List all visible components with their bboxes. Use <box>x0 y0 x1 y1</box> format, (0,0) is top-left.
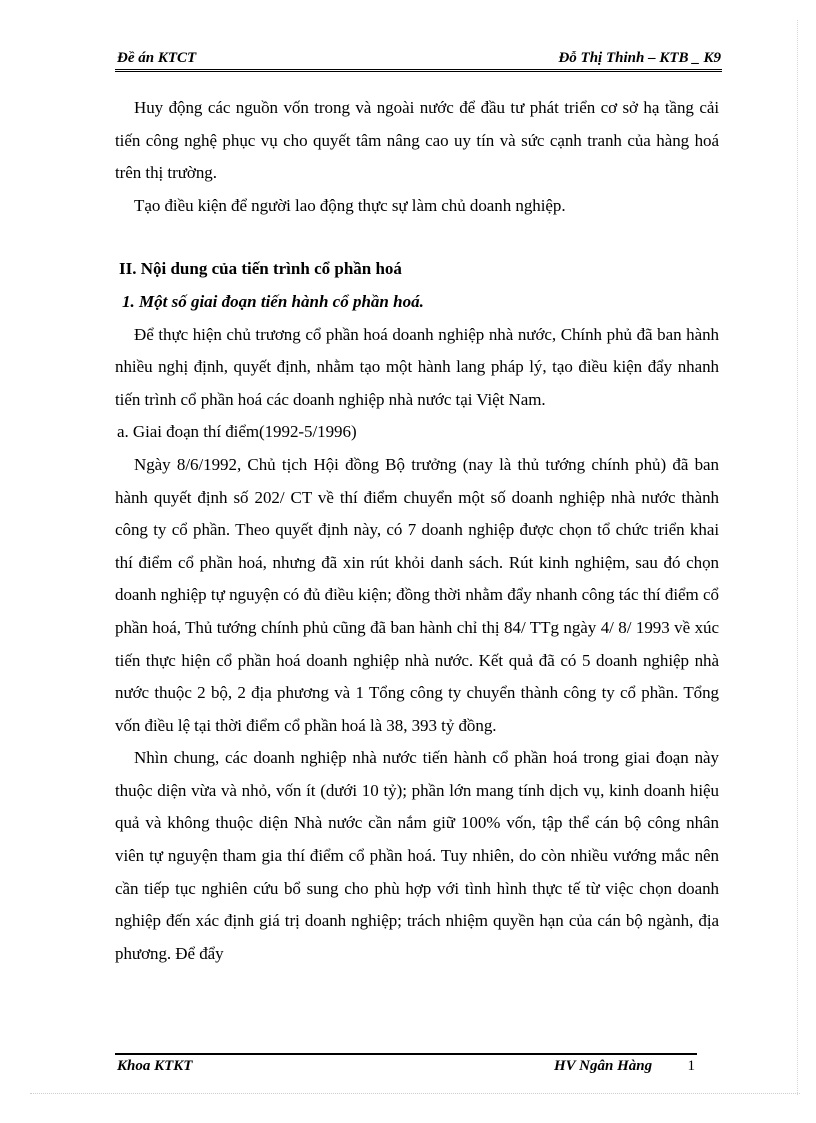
pilot-stage-title: a. Giai đoạn thí điểm(1992-5/1996) <box>117 422 357 442</box>
header-divider <box>115 69 722 72</box>
page-edge-right <box>797 20 798 1095</box>
page-edge-bottom <box>30 1093 800 1094</box>
paragraph-overview: Nhìn chung, các doanh nghiệp nhà nước tiến hành cổ phần hoá trong giai đoạn này thuộc diện vừa và nhỏ, vốn ít (dưới 10 tỷ); phần lớn mang tính dịch vụ, kinh doanh hiệu quả và không thuộc diện Nhà nước cần nắm giữ 100% vốn, tập thể cán bộ công nhân viên tự nguyện tham gia thí điểm cổ phần hoá. Tuy nhiên, do còn nhiều vướng mắc nên cần tiếp tục nghiên cứu bổ sung cho phù hợp với tình hình thực tế từ việc chọn doanh nghiệp đến xác định giá trị doanh nghiệp; trách nhiệm quyền hạn của cán bộ ngành, địa phương. Để đẩy <box>115 748 719 963</box>
section-heading: II. Nội dung của tiến trình cổ phần hoá <box>119 259 402 279</box>
spacer <box>115 222 719 253</box>
paragraph-pilot-stage: Ngày 8/6/1992, Chủ tịch Hội đồng Bộ trưởng (nay là thủ tướng chính phủ) đã ban hành quyết định số 202/ CT về thí điểm chuyển một số doanh nghiệp nhà nước thành công ty cổ phần. Theo quyết định này, có 7 doanh nghiệp được chọn tổ chức triển khai thí điểm cổ phần hoá, nhưng đã xin rút khỏi danh sách. Rút kinh nghiệm, sau đó chọn doanh nghiệp tự nguyện có đủ điều kiện; đồng thời nhằm đẩy nhanh công tác thí điểm cổ phần hoá, Thủ tướng chính phủ cũng đã ban hành chỉ thị 84/ TTg ngày 4/ 8/ 1993 về xúc tiến thực hiện cổ phần hoá doanh nghiệp nhà nước. Kết quả đã có 5 doanh nghiệp nhà nước thuộc 2 bộ, 2 địa phương và 1 Tổng công ty chuyển thành công ty cổ phần. Tổng vốn điều lệ tại thời điểm cổ phần hoá là 38, 393 tỷ đồng. <box>115 454 719 735</box>
paragraph-capital-mobilization: Huy động các nguồn vốn trong và ngoài nước để đầu tư phát triển cơ sở hạ tầng cải tiến công nghệ phục vụ cho quyết tâm nâng cao uy tín và sức cạnh tranh của hàng hoá trên thị trường. <box>115 98 719 183</box>
footer-faculty: Khoa KTKT <box>117 1058 193 1074</box>
page-header <box>117 50 721 70</box>
page-footer <box>117 1056 695 1078</box>
footer-institution: HV Ngân Hàng <box>554 1058 653 1074</box>
header-author: Đỗ Thị Thinh – KTB _ K9 <box>558 50 721 66</box>
document-body <box>115 92 719 970</box>
paragraph-government-decrees: Để thực hiện chủ trương cổ phần hoá doanh nghiệp nhà nước, Chính phủ đã ban hành nhiều nghị định, quyết định, nhằm tạo một hành lang pháp lý, tạo điều kiện đẩy nhanh tiến trình cổ phần hoá các doanh nghiệp nhà nước tại Việt Nam. <box>115 324 719 409</box>
paragraph-worker-ownership: Tạo điều kiện để người lao động thực sự làm chủ doanh nghiệp. <box>134 195 566 215</box>
header-document-title: Đề án KTCT <box>117 50 197 66</box>
page-number: 1 <box>687 1058 695 1074</box>
subsection-heading: 1. Một số giai đoạn tiến hành cổ phần hoá. <box>122 291 424 311</box>
footer-divider <box>115 1053 697 1055</box>
